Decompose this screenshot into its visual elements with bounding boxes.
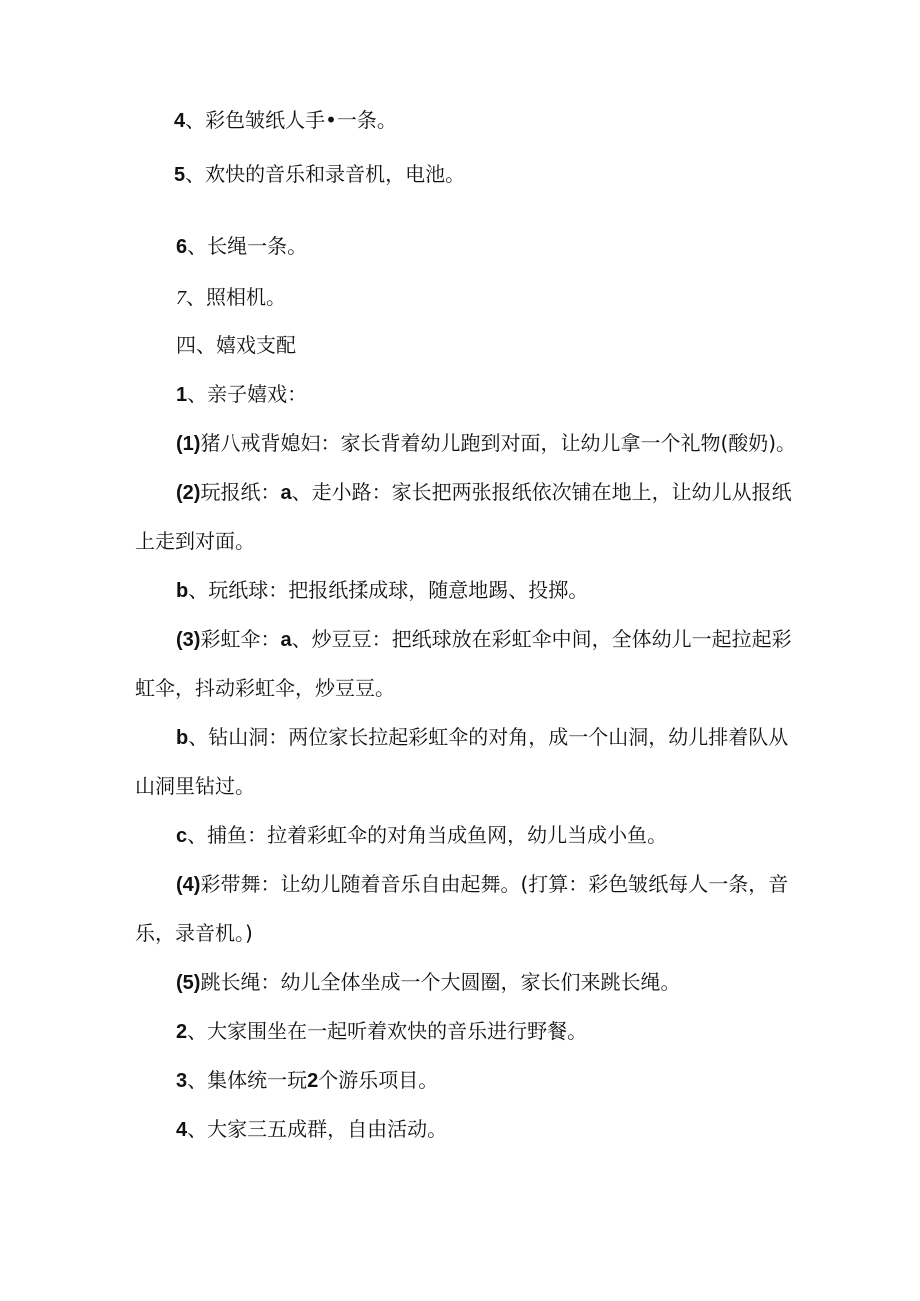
item-text: 、欢快的音乐和录音机，电池。	[185, 162, 466, 186]
item-number: 4	[176, 1119, 188, 1141]
sub-letter: c	[176, 825, 188, 847]
material-item-5	[174, 160, 465, 189]
item-text: 个游乐项目。	[318, 1068, 439, 1092]
activity-1	[176, 380, 307, 409]
item-text: 彩带舞：让幼儿随着音乐自由起舞。(打算：彩色皱纸每人一条，音	[200, 872, 789, 896]
game-3c	[176, 821, 667, 850]
item-text: 、大家三五成群，自由活动。	[187, 1117, 448, 1141]
item-number: (5)	[176, 972, 201, 994]
item-number: (1)	[176, 433, 201, 455]
item-text: 玩报纸：	[200, 480, 281, 504]
item-text: 彩虹伞：	[200, 627, 281, 651]
item-text: 、集体统一玩	[187, 1068, 308, 1092]
game-2-continued: 上走到对面。	[135, 529, 255, 553]
game-3	[176, 625, 792, 654]
game-3b	[176, 723, 788, 752]
sub-letter: b	[176, 580, 189, 602]
sub-letter: b	[176, 727, 189, 749]
item-number: (3)	[176, 629, 201, 651]
item-text: 、走小路：家长把两张报纸依次铺在地上，让幼儿从报纸	[291, 480, 792, 504]
item-number: 4	[174, 110, 186, 132]
game-5	[176, 968, 680, 997]
item-number: 7	[176, 287, 186, 309]
item-text: 猪八戒背媳妇：家长背着幼儿跑到对面，让幼儿拿一个礼物(酸奶)。	[200, 431, 797, 455]
item-number: (4)	[176, 874, 201, 896]
item-text: 、钻山洞：两位家长拉起彩虹伞的对角，成一个山洞，幼儿排着队从	[188, 725, 789, 749]
game-2	[176, 478, 792, 507]
item-text: 、炒豆豆：把纸球放在彩虹伞中间，全体幼儿一起拉起彩	[291, 627, 792, 651]
material-item-7	[176, 283, 286, 312]
item-number: 6	[176, 236, 188, 258]
material-item-6	[176, 232, 307, 261]
game-3-continued: 虹伞，抖动彩虹伞，炒豆豆。	[135, 676, 395, 700]
item-text: 跳长绳：幼儿全体坐成一个大圆圈，家长们来跳长绳。	[200, 970, 681, 994]
game-2b	[176, 576, 588, 605]
section-heading: 四、嬉戏支配	[176, 333, 296, 357]
game-3b-continued: 山洞里钻过。	[135, 774, 255, 798]
item-number: 5	[174, 164, 186, 186]
item-text: 、大家围坐在一起听着欢快的音乐进行野餐。	[187, 1019, 588, 1043]
activity-3	[176, 1066, 438, 1095]
activity-4	[176, 1115, 447, 1144]
sub-letter: a	[280, 629, 292, 651]
sub-letter: a	[280, 482, 292, 504]
item-text: 、亲子嬉戏：	[187, 382, 308, 406]
material-item-4	[174, 106, 397, 135]
item-number: 3	[176, 1070, 188, 1092]
item-text: 、捕鱼：拉着彩虹伞的对角当成鱼网，幼儿当成小鱼。	[187, 823, 668, 847]
item-number: (2)	[176, 482, 201, 504]
inline-number: 2	[307, 1070, 319, 1092]
game-1	[176, 429, 796, 458]
activity-2	[176, 1017, 587, 1046]
item-text: 、彩色皱纸人手•一条。	[185, 108, 397, 132]
game-4-continued: 乐，录音机。)	[135, 921, 253, 945]
item-text: 、玩纸球：把报纸揉成球，随意地踢、投掷。	[188, 578, 589, 602]
item-number: 1	[176, 384, 188, 406]
item-text: 、长绳一条。	[187, 234, 308, 258]
item-text: 、照相机。	[186, 285, 286, 309]
game-4	[176, 870, 788, 899]
item-number: 2	[176, 1021, 188, 1043]
